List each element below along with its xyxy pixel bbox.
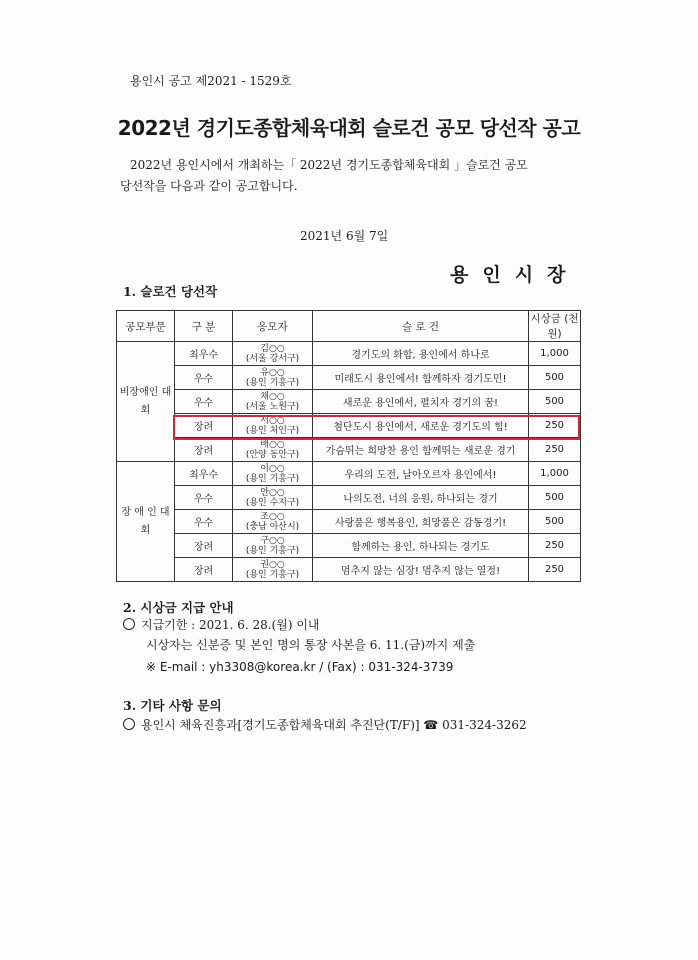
circle-bullet-icon <box>123 618 135 630</box>
header-applicant: 응모자 <box>233 311 313 342</box>
applicant-region: (충남 아산시) <box>245 521 300 532</box>
rank-cell: 장려 <box>175 534 233 558</box>
table-header-row <box>117 311 581 342</box>
applicant-name: 채○○ <box>260 391 285 402</box>
applicant-cell <box>233 366 313 390</box>
slogan-cell: 멈추지 않는 심장! 멈추지 않는 열정! <box>313 558 529 582</box>
contact-email-fax: ※ E-mail : yh3308@korea.kr / (Fax) : 031-324-3739 <box>146 660 454 674</box>
applicant-name: 배○○ <box>260 439 285 450</box>
prize-cell: 250 <box>529 414 581 438</box>
table-row <box>117 342 581 366</box>
prize-cell: 250 <box>529 534 581 558</box>
applicant-cell <box>233 558 313 582</box>
table-row <box>117 534 581 558</box>
document-title: 2022년 경기도종합체육대회 슬로건 공모 당선작 공고 <box>117 116 581 140</box>
applicant-name: 김○○ <box>260 343 285 354</box>
rank-cell: 장려 <box>175 558 233 582</box>
circle-bullet-icon <box>123 718 135 730</box>
slogan-cell: 경기도의 화합, 용인에서 하나로 <box>313 342 529 366</box>
table-row <box>117 462 581 486</box>
applicant-cell <box>233 486 313 510</box>
header-rank: 구 분 <box>175 311 233 342</box>
slogan-cell: 우리의 도전, 날아오르자 용인에서! <box>313 462 529 486</box>
rank-cell: 최우수 <box>175 462 233 486</box>
section-1-heading: 1. 슬로건 당선작 <box>123 284 218 299</box>
rank-cell: 우수 <box>175 486 233 510</box>
inquiry-contact: 용인시 체육진흥과[경기도종합체육대회 추진단(T/F)] ☎ 031-324-3262 <box>123 716 527 733</box>
applicant-name: 서○○ <box>260 415 285 426</box>
applicant-region: (용인 기흥구) <box>245 569 300 580</box>
prize-cell: 1,000 <box>529 462 581 486</box>
intro-line-2: 당선작을 다음과 같이 공고합니다. <box>120 179 298 193</box>
applicant-region: (안양 동안구) <box>245 449 300 460</box>
rank-cell: 우수 <box>175 510 233 534</box>
division-cell: 장 애 인 대 회 <box>117 462 175 582</box>
table-row <box>117 438 581 462</box>
applicant-cell <box>233 510 313 534</box>
prize-cell: 250 <box>529 438 581 462</box>
table-row <box>117 510 581 534</box>
table-row <box>117 486 581 510</box>
table-row <box>117 366 581 390</box>
slogan-cell: 첨단도시 용인에서, 새로운 경기도의 힘! <box>313 414 529 438</box>
rank-cell: 최우수 <box>175 342 233 366</box>
applicant-cell <box>233 462 313 486</box>
notice-date: 2021년 6월 7일 <box>300 229 389 243</box>
winners-table <box>116 310 581 582</box>
applicant-name: 구○○ <box>260 535 285 546</box>
applicant-region: (서울 강서구) <box>245 353 300 364</box>
rank-cell: 우수 <box>175 390 233 414</box>
table-row <box>117 558 581 582</box>
table-row <box>117 390 581 414</box>
applicant-cell <box>233 534 313 558</box>
prize-cell: 500 <box>529 390 581 414</box>
applicant-cell <box>233 390 313 414</box>
header-division: 공모부문 <box>117 311 175 342</box>
slogan-cell: 새로운 용인에서, 펼치자 경기의 꿈! <box>313 390 529 414</box>
slogan-cell: 미래도시 용인에서! 함께하자 경기도민! <box>313 366 529 390</box>
slogan-cell: 함께하는 용인, 하나되는 경기도 <box>313 534 529 558</box>
section-3-heading: 3. 기타 사항 문의 <box>123 698 222 713</box>
prize-cell: 1,000 <box>529 342 581 366</box>
prize-cell: 250 <box>529 558 581 582</box>
section-2-heading: 2. 시상금 지급 안내 <box>123 600 234 615</box>
issuer: 용인시장 <box>450 264 580 286</box>
division-cell: 비장애인 대 회 <box>117 342 175 462</box>
payment-deadline: 지급기한 : 2021. 6. 28.(월) 이내 <box>123 616 320 633</box>
notice-number: 용인시 공고 제2021 - 1529호 <box>130 74 292 88</box>
rank-cell: 장려 <box>175 438 233 462</box>
applicant-region: (용인 기흥구) <box>245 545 300 556</box>
applicant-name: 안○○ <box>260 487 285 498</box>
submission-note: 시상자는 신분증 및 본인 명의 통장 사본을 6. 11.(금)까지 제출 <box>146 638 476 652</box>
applicant-cell <box>233 438 313 462</box>
intro-line-1: 2022년 용인시에서 개최하는「 2022년 경기도종합체육대회 」슬로건 공모 <box>130 158 528 172</box>
applicant-region: (용인 기흥구) <box>245 377 300 388</box>
applicant-name: 유○○ <box>260 367 285 378</box>
applicant-region: (용인 수지구) <box>245 497 300 508</box>
applicant-cell <box>233 342 313 366</box>
rank-cell: 장려 <box>175 414 233 438</box>
header-prize: 시상금 (천원) <box>529 311 581 342</box>
applicant-name: 조○○ <box>260 511 285 522</box>
rank-cell: 우수 <box>175 366 233 390</box>
applicant-region: (용인 기흥구) <box>245 473 300 484</box>
slogan-cell: 사랑품은 행복용인, 희망품은 감동경기! <box>313 510 529 534</box>
prize-cell: 500 <box>529 486 581 510</box>
prize-cell: 500 <box>529 510 581 534</box>
applicant-region: (서울 노원구) <box>245 401 300 412</box>
applicant-region: (용인 처인구) <box>245 425 300 436</box>
prize-cell: 500 <box>529 366 581 390</box>
slogan-cell: 나의도전, 너의 응원, 하나되는 경기 <box>313 486 529 510</box>
highlight-box <box>173 415 580 440</box>
slogan-cell: 가슴뛰는 희망찬 용인 함께뛰는 새로운 경기 <box>313 438 529 462</box>
applicant-name: 권○○ <box>260 559 285 570</box>
applicant-name: 이○○ <box>260 463 285 474</box>
header-slogan: 슬 로 건 <box>313 311 529 342</box>
